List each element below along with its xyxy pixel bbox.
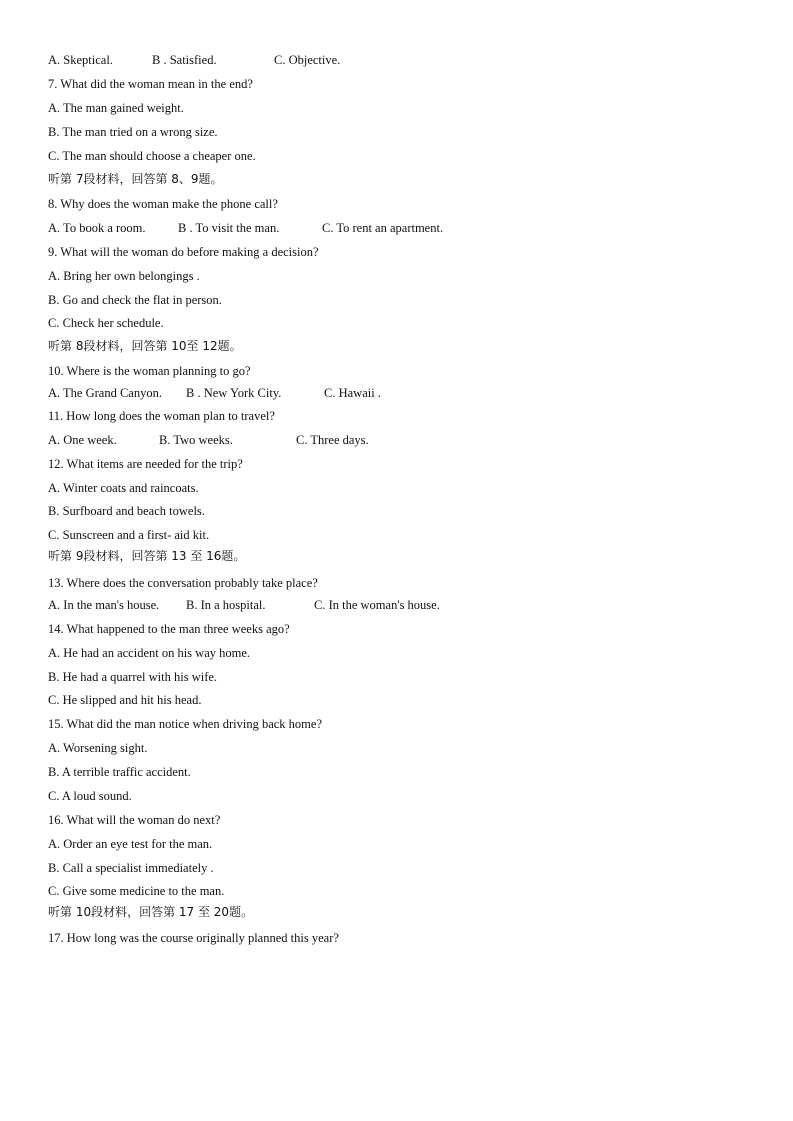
q12-option-a: A. Winter coats and raincoats. [48, 481, 199, 495]
question-17: 17. How long was the course originally planned this year? [48, 931, 339, 945]
q14-option-a: A. He had an accident on his way home. [48, 646, 251, 660]
question-7: 7. What did the woman mean in the end? [48, 77, 253, 91]
q15-option-b: B. A terrible traffic accident. [48, 765, 191, 779]
option-b: B. Two weeks. [159, 433, 233, 447]
q15-option-c: C. A loud sound. [48, 789, 132, 803]
option-a: A. One week. [48, 433, 117, 447]
q14-option-b: B. He had a quarrel with his wife. [48, 670, 218, 684]
question-9: 9. What will the woman do before making a decision? [48, 245, 319, 259]
option-a: A. The Grand Canyon. [48, 386, 162, 400]
option-b: B . Satisfied. [152, 53, 217, 67]
option-c: C. Objective. [274, 53, 341, 67]
q16-option-a: A. Order an eye test for the man. [48, 837, 213, 851]
option-b: B . New York City. [186, 386, 282, 400]
question-10: 10. Where is the woman planning to go? [48, 364, 251, 378]
question-13: 13. Where does the conversation probably take place? [48, 576, 318, 590]
section-heading-9: 听第 9段材料，回答第 13 至 16题。 [48, 549, 246, 563]
option-c: C. In the woman's house. [314, 598, 440, 612]
question-14: 14. What happened to the man three weeks ago? [48, 622, 290, 636]
option-c: C. To rent an apartment. [322, 221, 444, 235]
option-c: C. Hawaii . [324, 386, 381, 400]
question-8: 8. Why does the woman make the phone call? [48, 197, 278, 211]
section-heading-10: 听第 10段材料，回答第 17 至 20题。 [48, 905, 254, 919]
question-11: 11. How long does the woman plan to travel? [48, 409, 275, 423]
q12-option-c: C. Sunscreen and a first- aid kit. [48, 528, 210, 542]
q14-option-c: C. He slipped and hit his head. [48, 693, 202, 707]
option-a: A. In the man's house. [48, 598, 160, 612]
q16-option-c: C. Give some medicine to the man. [48, 884, 225, 898]
option-b: B . To visit the man. [178, 221, 280, 235]
q7-option-c: C. The man should choose a cheaper one. [48, 149, 256, 163]
q7-option-a: A. The man gained weight. [48, 101, 184, 115]
q9-option-b: B. Go and check the flat in person. [48, 293, 222, 307]
q12-option-b: B. Surfboard and beach towels. [48, 504, 205, 518]
question-15: 15. What did the man notice when driving back home? [48, 717, 322, 731]
option-a: A. To book a room. [48, 221, 146, 235]
question-12: 12. What items are needed for the trip? [48, 457, 243, 471]
section-heading-8: 听第 8段材料，回答第 10至 12题。 [48, 339, 242, 353]
q16-option-b: B. Call a specialist immediately . [48, 861, 214, 875]
option-c: C. Three days. [296, 433, 369, 447]
option-b: B. In a hospital. [186, 598, 266, 612]
q9-option-c: C. Check her schedule. [48, 316, 164, 330]
question-16: 16. What will the woman do next? [48, 813, 221, 827]
option-a: A. Skeptical. [48, 53, 113, 67]
q15-option-a: A. Worsening sight. [48, 741, 148, 755]
section-heading-7: 听第 7段材料，回答第 8、9题。 [48, 172, 223, 186]
q9-option-a: A. Bring her own belongings . [48, 269, 200, 283]
q7-option-b: B. The man tried on a wrong size. [48, 125, 218, 139]
